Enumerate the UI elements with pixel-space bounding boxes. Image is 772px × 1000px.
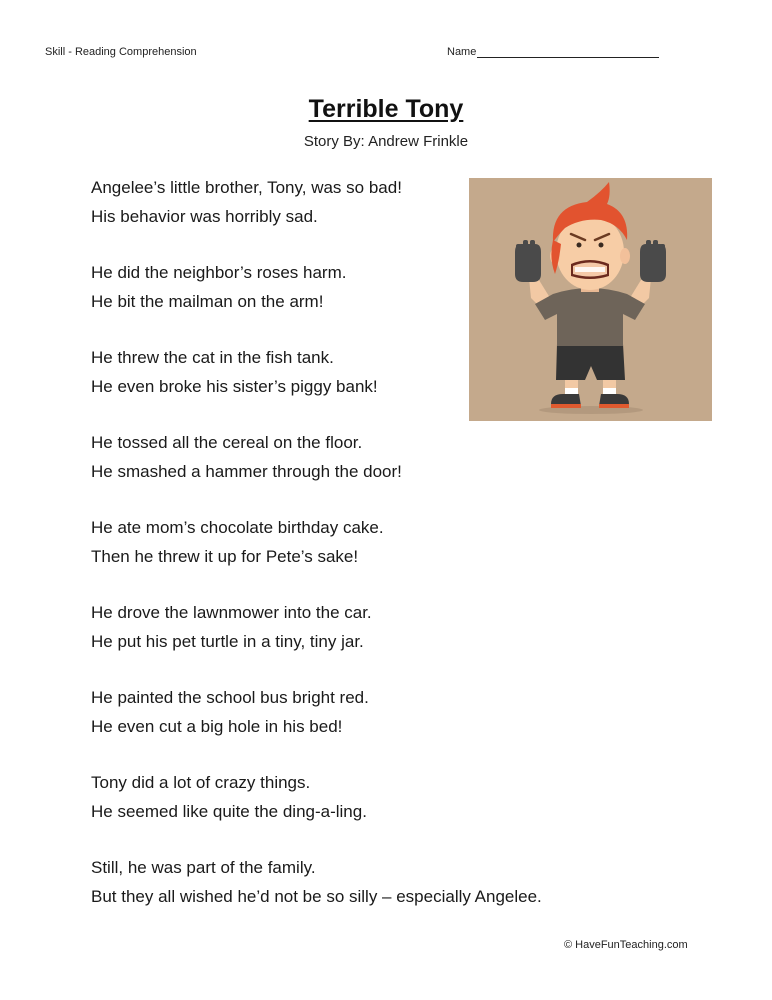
stanza: [91, 769, 651, 826]
poem-line: He ate mom’s chocolate birthday cake.: [91, 518, 384, 537]
poem-line: He drove the lawnmower into the car.: [91, 603, 372, 622]
story-byline: Story By: Andrew Frinkle: [303, 133, 469, 150]
poem-line: He did the neighbor’s roses harm.: [91, 263, 347, 282]
poem-line: Then he threw it up for Pete’s sake!: [91, 546, 359, 566]
poem-line: Angelee’s little brother, Tony, was so bad!: [91, 178, 402, 197]
poem-line: He even cut a big hole in his bed!: [91, 716, 343, 736]
name-field: [447, 46, 659, 58]
poem-line: But they all wished he’d not be so silly – especially Angelee.: [91, 886, 542, 906]
poem-line: He threw the cat in the fish tank.: [91, 348, 334, 367]
copyright-footer: © HaveFunTeaching.com: [564, 939, 688, 951]
stanza: [91, 514, 651, 571]
poem-line: He even broke his sister’s piggy bank!: [91, 376, 378, 396]
poem-line: He put his pet turtle in a tiny, tiny jar.: [91, 631, 364, 651]
story-title: Terrible Tony: [308, 95, 464, 123]
poem-line: He painted the school bus bright red.: [91, 688, 369, 707]
name-blank-line: [477, 46, 659, 58]
poem-line: Still, he was part of the family.: [91, 858, 316, 877]
poem-line: His behavior was horribly sad.: [91, 206, 318, 226]
angry-boy-icon: [469, 178, 712, 421]
stanza: [91, 684, 651, 741]
stanza: [91, 429, 651, 486]
poem-line: He seemed like quite the ding-a-ling.: [91, 801, 367, 821]
poem-line: He bit the mailman on the arm!: [91, 291, 324, 311]
skill-label: Skill - Reading Comprehension: [45, 46, 197, 58]
stanza: [91, 854, 651, 911]
stanza: [91, 599, 651, 656]
poem-line: Tony did a lot of crazy things.: [91, 773, 311, 792]
angry-boy-illustration: [469, 178, 712, 421]
name-label: Name: [447, 46, 477, 58]
poem-line: He tossed all the cereal on the floor.: [91, 433, 363, 452]
poem-line: He smashed a hammer through the door!: [91, 461, 402, 481]
